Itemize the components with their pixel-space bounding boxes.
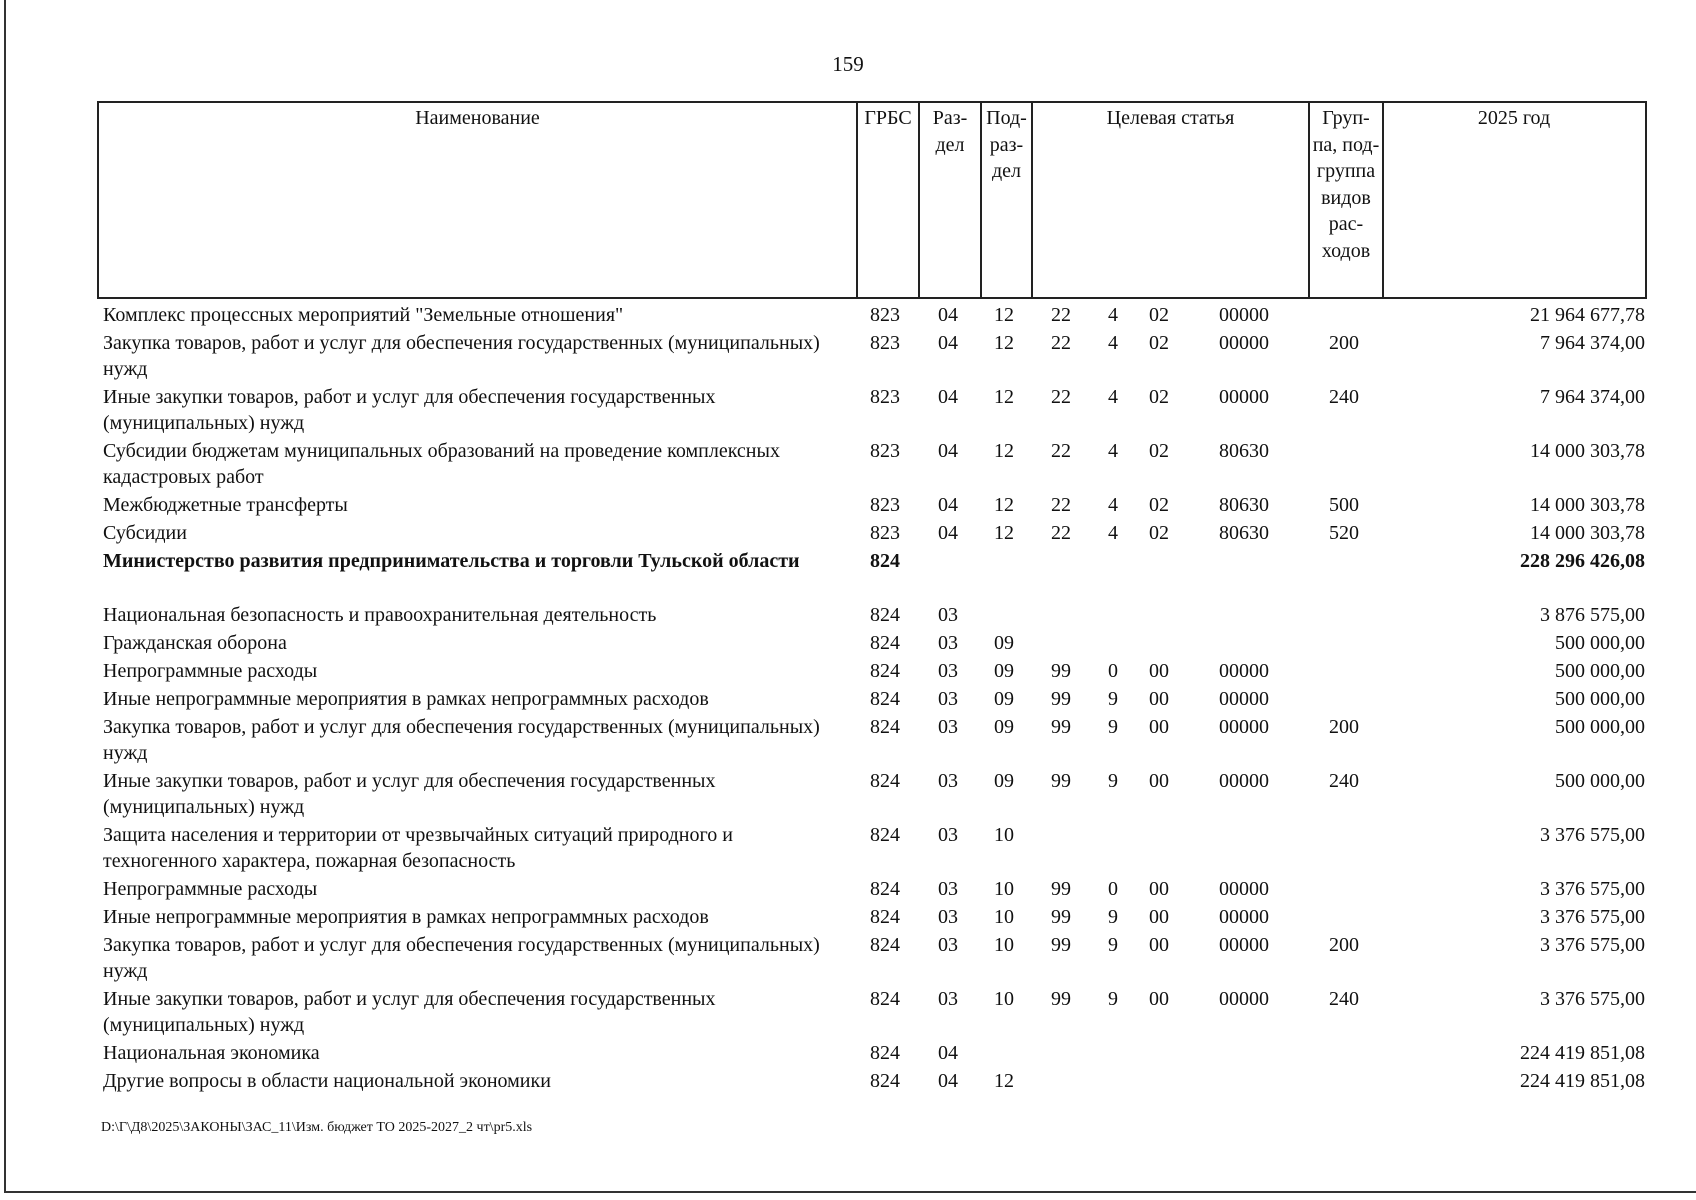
cell-name: Закупка товаров, работ и услуг для обеспечения государственных (муниципальных) нужд	[103, 332, 820, 380]
cell-razdel: 03	[938, 878, 958, 900]
cell-target-program: 99	[1051, 716, 1071, 738]
cell-target-direction: 00000	[1219, 688, 1269, 710]
cell-amount: 7 964 374,00	[1540, 332, 1645, 354]
cell-target-direction: 00000	[1219, 934, 1269, 956]
cell-target-direction: 00000	[1219, 878, 1269, 900]
cell-target-subprogram: 00	[1149, 660, 1169, 682]
cell-target-subprogram: 02	[1149, 494, 1169, 516]
cell-grbs: 824	[870, 688, 900, 710]
cell-grbs: 824	[870, 906, 900, 928]
cell-target-direction: 00000	[1219, 660, 1269, 682]
table-header	[97, 101, 1647, 299]
cell-grbs: 824	[870, 716, 900, 738]
cell-amount: 500 000,00	[1555, 770, 1645, 792]
cell-grbs: 823	[870, 522, 900, 544]
cell-target-program: 99	[1051, 878, 1071, 900]
header-expense-group: Груп- па, под- группа видов рас- ходов	[1312, 107, 1380, 262]
cell-target-program: 22	[1051, 304, 1071, 326]
cell-podrazdel: 10	[994, 824, 1014, 846]
cell-name: Непрограммные расходы	[103, 660, 318, 682]
cell-expense-group: 520	[1329, 522, 1359, 544]
cell-razdel: 03	[938, 824, 958, 846]
cell-podrazdel: 10	[994, 878, 1014, 900]
cell-target-subprogram: 00	[1149, 770, 1169, 792]
cell-amount: 3 376 575,00	[1540, 824, 1645, 846]
cell-target-subprogram: 02	[1149, 304, 1169, 326]
cell-target-program: 22	[1051, 332, 1071, 354]
cell-grbs: 824	[870, 824, 900, 846]
cell-target-direction: 00000	[1219, 716, 1269, 738]
table-row	[0, 302, 1696, 330]
cell-target-program: 22	[1051, 386, 1071, 408]
cell-name: Субсидии бюджетам муниципальных образований на проведение комплексных кадастровых работ	[103, 440, 780, 488]
table-row	[0, 492, 1696, 520]
cell-target-direction: 00000	[1219, 386, 1269, 408]
cell-amount: 3 376 575,00	[1540, 934, 1645, 956]
cell-name: Защита населения и территории от чрезвычайных ситуаций природного и техногенного характера, пожарная безопасность	[103, 824, 733, 872]
cell-target-subprogram: 00	[1149, 934, 1169, 956]
cell-grbs: 824	[870, 770, 900, 792]
cell-podrazdel: 10	[994, 906, 1014, 928]
cell-razdel: 04	[938, 440, 958, 462]
cell-target-program: 99	[1051, 934, 1071, 956]
table-row	[0, 602, 1696, 630]
cell-target-program: 99	[1051, 906, 1071, 928]
cell-expense-group: 240	[1329, 988, 1359, 1010]
table-row	[0, 714, 1696, 768]
cell-amount: 500 000,00	[1555, 716, 1645, 738]
cell-expense-group: 200	[1329, 934, 1359, 956]
cell-amount: 21 964 677,78	[1530, 304, 1645, 326]
cell-expense-group: 240	[1329, 386, 1359, 408]
cell-target-subprogram: 00	[1149, 906, 1169, 928]
cell-name: Иные непрограммные мероприятия в рамках непрограммных расходов	[103, 688, 709, 710]
table-row	[0, 768, 1696, 822]
cell-podrazdel: 12	[994, 1070, 1014, 1092]
cell-target-subprogram: 02	[1149, 440, 1169, 462]
cell-name: Комплекс процессных мероприятий "Земельные отношения"	[103, 304, 624, 326]
table-row	[0, 330, 1696, 384]
page-number: 159	[832, 52, 864, 76]
cell-target-subprogram: 00	[1149, 878, 1169, 900]
cell-grbs: 823	[870, 386, 900, 408]
cell-name: Межбюджетные трансферты	[103, 494, 348, 516]
cell-amount: 3 376 575,00	[1540, 878, 1645, 900]
cell-target-subprogram: 02	[1149, 332, 1169, 354]
cell-podrazdel: 09	[994, 716, 1014, 738]
cell-podrazdel: 10	[994, 988, 1014, 1010]
cell-razdel: 03	[938, 934, 958, 956]
cell-razdel: 03	[938, 632, 958, 654]
cell-name: Непрограммные расходы	[103, 878, 318, 900]
table-row	[0, 822, 1696, 876]
cell-grbs: 824	[870, 1070, 900, 1092]
cell-target-program: 99	[1051, 660, 1071, 682]
cell-amount: 228 296 426,08	[1520, 550, 1645, 572]
cell-name: Иные непрограммные мероприятия в рамках непрограммных расходов	[103, 906, 709, 928]
cell-grbs: 824	[870, 878, 900, 900]
cell-target-program: 22	[1051, 440, 1071, 462]
cell-amount: 14 000 303,78	[1530, 440, 1645, 462]
cell-grbs: 823	[870, 494, 900, 516]
cell-target-direction: 00000	[1219, 332, 1269, 354]
cell-podrazdel: 09	[994, 660, 1014, 682]
cell-podrazdel: 09	[994, 688, 1014, 710]
table-row	[0, 986, 1696, 1040]
cell-expense-group: 200	[1329, 332, 1359, 354]
cell-razdel: 03	[938, 988, 958, 1010]
cell-grbs: 824	[870, 550, 900, 572]
cell-name: Национальная безопасность и правоохранительная деятельность	[103, 604, 657, 626]
table-body	[0, 302, 1696, 1096]
cell-target-direction: 00000	[1219, 770, 1269, 792]
header-podrazdel: Под- раз- дел	[986, 107, 1027, 182]
cell-name: Национальная экономика	[103, 1042, 320, 1064]
header-razdel: Раз- дел	[932, 107, 968, 156]
cell-razdel: 03	[938, 716, 958, 738]
cell-amount: 500 000,00	[1555, 660, 1645, 682]
cell-target-type: 0	[1108, 660, 1118, 682]
table-row	[0, 1040, 1696, 1068]
cell-amount: 224 419 851,08	[1520, 1042, 1645, 1064]
table-row	[0, 438, 1696, 492]
cell-name: Иные закупки товаров, работ и услуг для обеспечения государственных (муниципальных) нужд	[103, 988, 716, 1036]
cell-target-type: 9	[1108, 934, 1118, 956]
cell-grbs: 824	[870, 988, 900, 1010]
cell-amount: 7 964 374,00	[1540, 386, 1645, 408]
cell-razdel: 04	[938, 386, 958, 408]
table-row	[0, 384, 1696, 438]
cell-amount: 3 876 575,00	[1540, 604, 1645, 626]
cell-podrazdel: 10	[994, 934, 1014, 956]
table-row	[0, 686, 1696, 714]
page-border-bottom	[4, 1191, 1696, 1193]
cell-grbs: 824	[870, 632, 900, 654]
cell-target-subprogram: 00	[1149, 688, 1169, 710]
cell-target-direction: 00000	[1219, 988, 1269, 1010]
cell-target-direction: 80630	[1219, 440, 1269, 462]
cell-name: Закупка товаров, работ и услуг для обеспечения государственных (муниципальных) нужд	[103, 716, 820, 764]
cell-name: Другие вопросы в области национальной экономики	[103, 1070, 551, 1092]
cell-target-type: 4	[1108, 494, 1118, 516]
cell-razdel: 03	[938, 770, 958, 792]
cell-name: Иные закупки товаров, работ и услуг для обеспечения государственных (муниципальных) нужд	[103, 770, 716, 818]
table-row	[0, 932, 1696, 986]
cell-razdel: 04	[938, 494, 958, 516]
cell-target-type: 4	[1108, 522, 1118, 544]
cell-podrazdel: 12	[994, 332, 1014, 354]
cell-target-program: 99	[1051, 770, 1071, 792]
cell-target-type: 0	[1108, 878, 1118, 900]
cell-amount: 500 000,00	[1555, 632, 1645, 654]
cell-target-type: 4	[1108, 386, 1118, 408]
cell-amount: 14 000 303,78	[1530, 494, 1645, 516]
cell-razdel: 04	[938, 332, 958, 354]
cell-target-type: 4	[1108, 304, 1118, 326]
cell-razdel: 03	[938, 604, 958, 626]
cell-target-type: 9	[1108, 770, 1118, 792]
cell-razdel: 04	[938, 522, 958, 544]
cell-grbs: 823	[870, 332, 900, 354]
header-year: 2025 год	[1477, 107, 1551, 129]
header-grbs: ГРБС	[864, 107, 912, 129]
table-row	[0, 630, 1696, 658]
cell-target-direction: 00000	[1219, 304, 1269, 326]
cell-grbs: 824	[870, 934, 900, 956]
cell-podrazdel: 12	[994, 386, 1014, 408]
header-target-article: Целевая статья	[1106, 107, 1235, 129]
cell-target-direction: 80630	[1219, 494, 1269, 516]
cell-grbs: 824	[870, 1042, 900, 1064]
cell-target-program: 99	[1051, 988, 1071, 1010]
cell-expense-group: 200	[1329, 716, 1359, 738]
cell-name: Субсидии	[103, 522, 187, 544]
table-row	[0, 904, 1696, 932]
cell-razdel: 04	[938, 304, 958, 326]
cell-razdel: 03	[938, 688, 958, 710]
cell-expense-group: 240	[1329, 770, 1359, 792]
cell-target-type: 9	[1108, 988, 1118, 1010]
cell-target-subprogram: 00	[1149, 716, 1169, 738]
cell-amount: 3 376 575,00	[1540, 988, 1645, 1010]
cell-amount: 224 419 851,08	[1520, 1070, 1645, 1092]
cell-podrazdel: 12	[994, 494, 1014, 516]
cell-grbs: 823	[870, 440, 900, 462]
header-name: Наименование	[415, 107, 540, 129]
cell-name: Иные закупки товаров, работ и услуг для обеспечения государственных (муниципальных) нужд	[103, 386, 716, 434]
table-row	[0, 876, 1696, 904]
cell-amount: 14 000 303,78	[1530, 522, 1645, 544]
table-row	[0, 520, 1696, 548]
cell-target-type: 9	[1108, 688, 1118, 710]
cell-name: Министерство развития предпринимательства и торговли Тульской области	[103, 550, 800, 572]
cell-name: Закупка товаров, работ и услуг для обеспечения государственных (муниципальных) нужд	[103, 934, 820, 982]
cell-target-subprogram: 00	[1149, 988, 1169, 1010]
table-row	[0, 548, 1696, 602]
cell-amount: 500 000,00	[1555, 688, 1645, 710]
cell-target-subprogram: 02	[1149, 522, 1169, 544]
cell-grbs: 824	[870, 660, 900, 682]
cell-target-type: 9	[1108, 716, 1118, 738]
cell-target-program: 99	[1051, 688, 1071, 710]
cell-target-type: 9	[1108, 906, 1118, 928]
cell-amount: 3 376 575,00	[1540, 906, 1645, 928]
cell-grbs: 824	[870, 604, 900, 626]
cell-expense-group: 500	[1329, 494, 1359, 516]
cell-podrazdel: 09	[994, 632, 1014, 654]
cell-razdel: 03	[938, 660, 958, 682]
cell-target-program: 22	[1051, 522, 1071, 544]
cell-target-direction: 00000	[1219, 906, 1269, 928]
table-row	[0, 1068, 1696, 1096]
cell-razdel: 04	[938, 1070, 958, 1092]
cell-target-program: 22	[1051, 494, 1071, 516]
cell-podrazdel: 09	[994, 770, 1014, 792]
table-row	[0, 658, 1696, 686]
cell-razdel: 04	[938, 1042, 958, 1064]
cell-podrazdel: 12	[994, 522, 1014, 544]
cell-grbs: 823	[870, 304, 900, 326]
cell-podrazdel: 12	[994, 440, 1014, 462]
cell-podrazdel: 12	[994, 304, 1014, 326]
file-path-footer: D:\Г\Д8\2025\ЗАКОНЫ\ЗАС_11\Изм. бюджет ТО 2025-2027_2 чт\pr5.xls	[101, 1120, 533, 1135]
cell-target-type: 4	[1108, 440, 1118, 462]
cell-target-type: 4	[1108, 332, 1118, 354]
cell-target-direction: 80630	[1219, 522, 1269, 544]
cell-target-subprogram: 02	[1149, 386, 1169, 408]
cell-name: Гражданская оборона	[103, 632, 287, 654]
cell-razdel: 03	[938, 906, 958, 928]
